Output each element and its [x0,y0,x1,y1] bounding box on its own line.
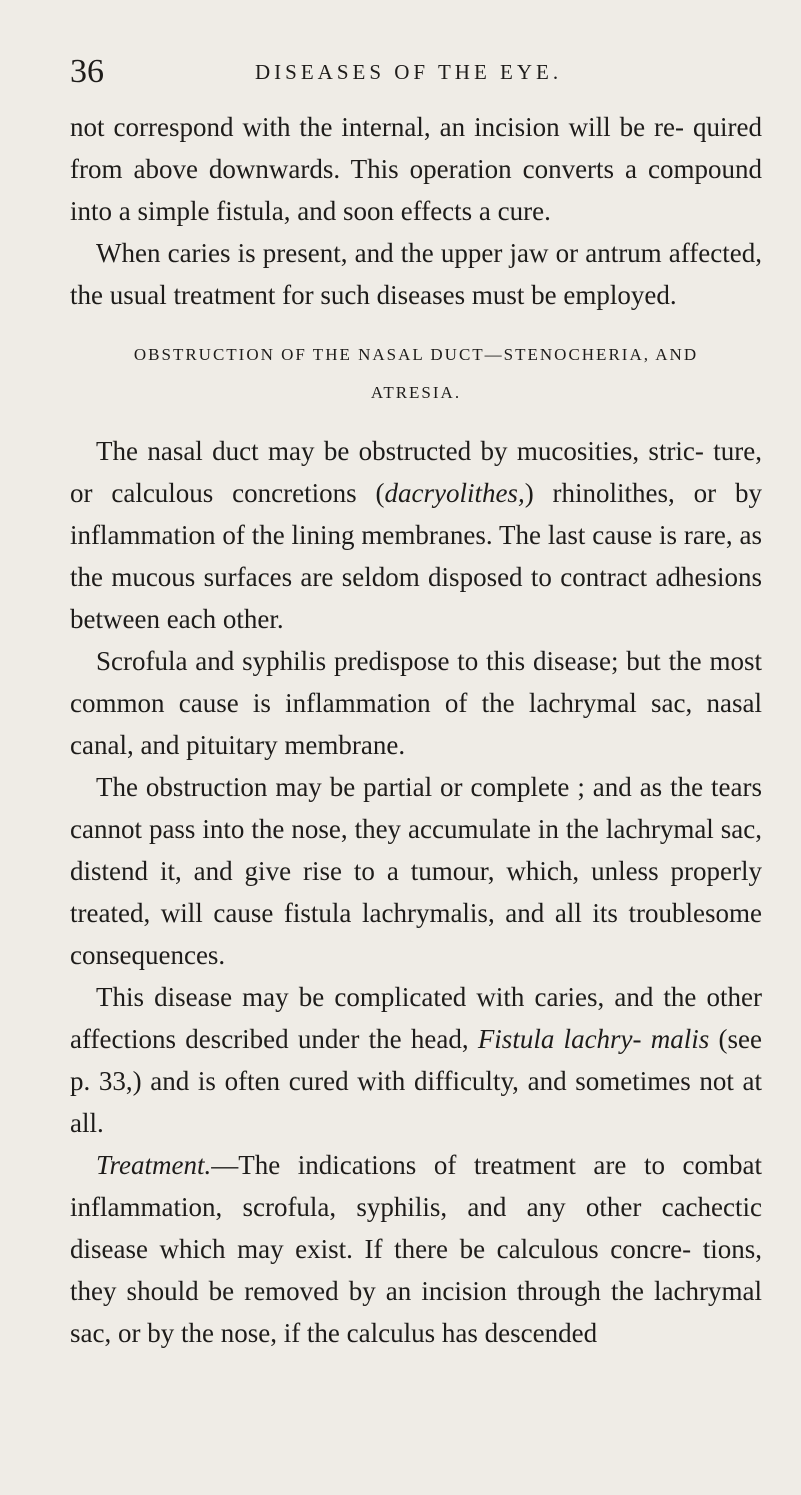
treatment-text: —The indications of treatment are to combat inflammation, scrofula, syphilis, and any other cachectic disease which may exist. If there be calculous concre- tions, they should be removed by an incision through the lachrymal sac, or by the nose, if the calculus has descended [70,1150,762,1348]
nasal-duct-paragraph [70,430,762,640]
obstruction-paragraph: The obstruction may be partial or complete ; and as the tears cannot pass into the nose, they accumulate in the lachrymal sac, distend it, and give rise to a tumour, which, unless properly treated, will cause fistula lachrymalis, and all its troublesome consequences. [70,772,762,970]
complications-text-end: (see p. 33,) and is often cured with difficulty, and sometimes not at all. [70,1024,763,1138]
dacryolithes-term: dacryolithes, [384,478,525,508]
body-text [70,106,762,1354]
treatment-label: Treatment. [96,1150,212,1180]
running-title: DISEASES OF THE EYE. [255,60,563,84]
book-page [0,52,801,1495]
continuation-paragraph: not correspond with the internal, an incision will be re- quired from above downwards. This operation converts a compound into a simple fistula, and soon effects a cure. [70,112,762,226]
treatment-paragraph [70,1144,762,1354]
scrofula-paragraph: Scrofula and syphilis predispose to this disease; but the most common cause is inflammation of the lachrymal sac, nasal canal, and pituitary membrane. [70,646,762,760]
running-head [70,52,761,92]
page-number: 36 [70,53,104,90]
section-heading-line-2: ATRESIA. [370,383,462,402]
section-heading-line-1: OBSTRUCTION OF THE NASAL DUCT—STENOCHERIA, AND [133,345,699,364]
section-heading [70,336,762,412]
caries-paragraph: When caries is present, and the upper jaw or antrum affected, the usual treatment for such diseases must be employed. [70,238,762,310]
nasal-duct-text-end: ) rhinolithes, or by inflammation of the lining membranes. The last cause is rare, as the mucous surfaces are seldom disposed to contract adhesions between each other. [70,478,762,634]
nasal-duct-text-start: The nasal duct may be obstructed by mucosities, stric- ture, or calculous concretions ( [70,436,762,508]
complications-paragraph [70,976,762,1144]
fistula-lachrymalis-term: Fistula lachry- malis [477,1024,710,1054]
complications-text-start: This disease may be complicated with caries, and the other affections described under the head, [70,982,762,1054]
